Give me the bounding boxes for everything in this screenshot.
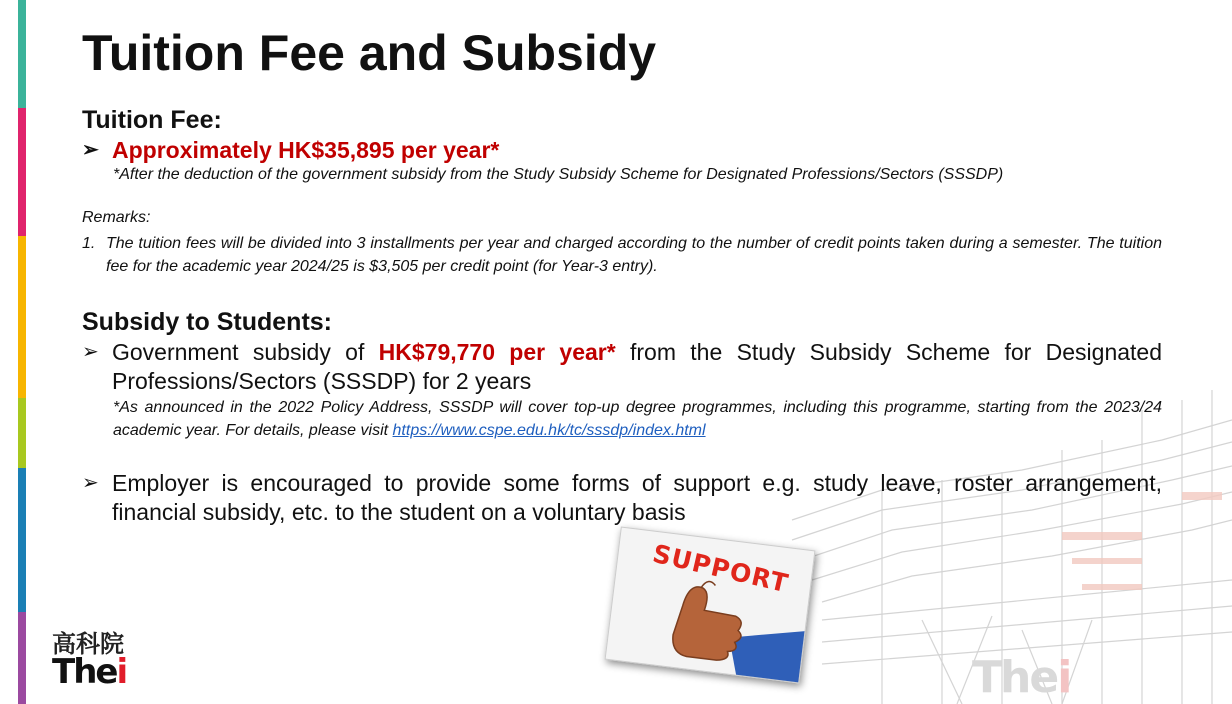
tuition-footnote: *After the deduction of the government subsidy from the Study Subsidy Scheme for Designated Professions/Sectors (SSSDP) [113,166,1004,183]
employer-support-text: Employer is encouraged to provide some forms of support e.g. study leave, roster arrangement, financial subsidy, etc. to the student on a voluntary basis [112,470,1162,525]
subsidy-amount-highlight: HK$79,770 per year* [378,339,616,365]
subsidy-footnote [113,396,1162,442]
stripe-segment-purple [18,612,26,704]
stripe-segment-orange [18,236,26,398]
support-thumbs-up-image [605,527,816,684]
watermark-accent: i [1057,652,1071,703]
institute-logo-chinese: 高科院 [52,630,124,658]
subsidy-footnote-text: *As announced in the 2022 Policy Address, SSSDP will cover top-up degree programmes, including this programme, starting from the 2023/24 academic year. For details, please visit [113,399,1162,439]
arrow-bullet-icon: ➢ [82,139,99,161]
subsidy-item-government [82,338,1162,396]
watermark-main: The [972,652,1058,703]
slide-title: Tuition Fee and Subsidy [82,25,657,81]
subsidy-heading: Subsidy to Students: [82,308,332,336]
support-image-text: SUPPORT [650,538,792,599]
decorative-color-stripe [18,0,26,704]
tuition-fee-heading: Tuition Fee: [82,106,222,134]
remark-item [82,232,1162,278]
stripe-segment-green [18,398,26,468]
remark-number: 1. [82,235,96,252]
subsidy-item-employer [82,469,1162,527]
tuition-amount-bullet [82,137,499,164]
remarks-label: Remarks: [82,209,151,226]
subsidy-item-text [112,338,1162,396]
watermark-logo [972,652,1070,703]
stripe-segment-pink [18,108,26,236]
institute-logo-english [52,652,126,692]
sssdp-link[interactable]: https://www.cspe.edu.hk/tc/sssdp/index.html [392,422,706,439]
tuition-amount-text: Approximately HK$35,895 per year* [112,137,500,163]
stripe-segment-blue [18,468,26,612]
arrow-bullet-icon: ➢ [82,472,99,494]
arrow-bullet-icon: ➢ [82,341,99,363]
subsidy-text-pre: Government subsidy of [112,339,379,365]
remark-text: The tuition fees will be divided into 3 installments per year and charged according to the number of credit points taken during a semester. The tuition fee for the academic year 2024/25 is $3,505 per credit point (for Year-3 entry). [106,235,1162,275]
logo-english-main: The [52,652,117,692]
stripe-segment-teal [18,0,26,108]
thumbs-up-icon [605,528,815,684]
subsidy-text-post: from the Study Subsidy Scheme for Designated Professions/Sectors (SSSDP) for 2 years [112,339,1162,394]
logo-english-accent: i [116,652,127,692]
